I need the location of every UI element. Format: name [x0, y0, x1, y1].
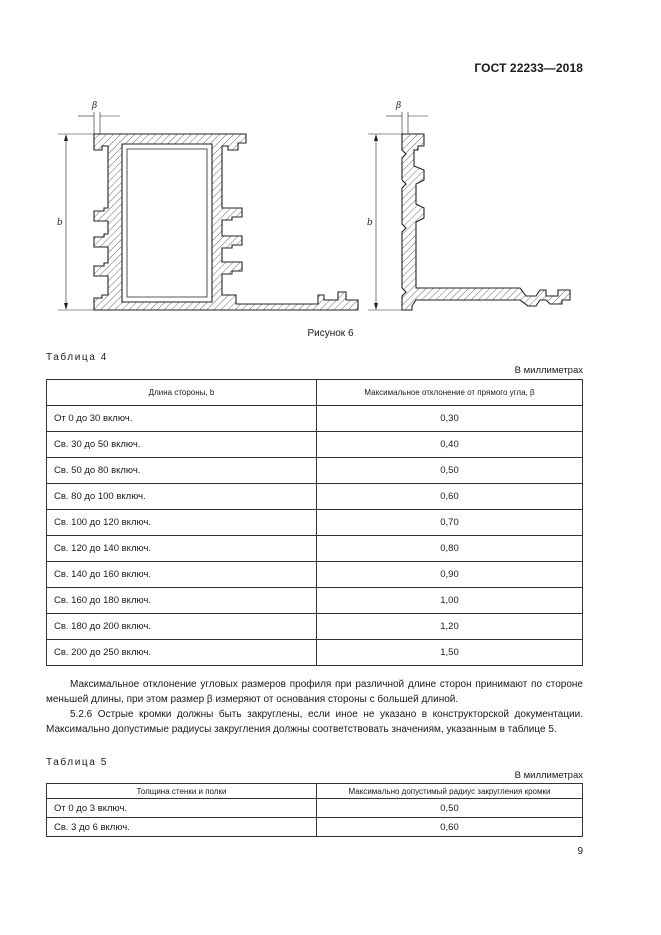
table-cell: Св. 100 до 120 включ.	[47, 510, 317, 536]
table-row	[47, 432, 583, 458]
table-cell: 0,60	[317, 818, 583, 837]
table-5-caption: Таблица 5	[46, 757, 108, 768]
paragraph-5-2-6: 5.2.6 Острые кромки должны быть закруглены, если иное не указано в конструкторской документации. Максимально допустимые радиусы закругления должны соответствовать значениям, указанным в таблице 5.	[46, 709, 583, 735]
table-cell: Св. 180 до 200 включ.	[47, 614, 317, 640]
table-cell: 0,60	[317, 484, 583, 510]
document-header: ГОСТ 22233—2018	[474, 61, 583, 75]
left-b-label: b	[57, 218, 63, 228]
table-cell: Св. 140 до 160 включ.	[47, 562, 317, 588]
table-cell: 0,50	[317, 458, 583, 484]
table-row	[47, 818, 583, 837]
table-cell: 0,70	[317, 510, 583, 536]
right-b-label: b	[367, 218, 373, 228]
table-cell: Св. 200 до 250 включ.	[47, 640, 317, 666]
table-4-caption: Таблица 4	[46, 352, 108, 363]
table-4-header-side-length: Длина стороны, b	[47, 380, 317, 406]
table-5-header-wall-thickness: Толщина стенки и полки	[47, 784, 317, 799]
table-cell: 0,80	[317, 536, 583, 562]
table-row	[47, 458, 583, 484]
table-cell: Св. 80 до 100 включ.	[47, 484, 317, 510]
left-profile-drawing	[57, 101, 358, 310]
table-row	[47, 406, 583, 432]
table-cell: Св. 120 до 140 включ.	[47, 536, 317, 562]
table-cell: Св. 30 до 50 включ.	[47, 432, 317, 458]
table-row	[47, 640, 583, 666]
table-cell: От 0 до 3 включ.	[47, 799, 317, 818]
figure-caption: Рисунок 6	[307, 328, 354, 339]
table-cell: 1,20	[317, 614, 583, 640]
table-cell: Св. 3 до 6 включ.	[47, 818, 317, 837]
table-row	[47, 484, 583, 510]
table-row	[47, 562, 583, 588]
table-5-header-max-radius: Максимально допустимый радиус закругления кромки	[317, 784, 583, 799]
table-cell: От 0 до 30 включ.	[47, 406, 317, 432]
table-row	[47, 614, 583, 640]
table-cell: 0,90	[317, 562, 583, 588]
table-cell: 0,30	[317, 406, 583, 432]
table-cell: Св. 50 до 80 включ.	[47, 458, 317, 484]
table-cell: 1,00	[317, 588, 583, 614]
table-cell: 0,40	[317, 432, 583, 458]
table-4-units: В миллиметрах	[514, 365, 583, 376]
right-profile-drawing	[367, 101, 570, 310]
table-cell: Св. 160 до 180 включ.	[47, 588, 317, 614]
table-row	[47, 510, 583, 536]
table-row	[47, 799, 583, 818]
table-cell: 0,50	[317, 799, 583, 818]
table-4-header-max-deviation: Максимальное отклонение от прямого угла, β	[317, 380, 583, 406]
right-beta-label: β	[396, 101, 402, 111]
table-row	[47, 588, 583, 614]
table-4	[46, 379, 583, 666]
page-number: 9	[577, 846, 583, 857]
left-beta-label: β	[92, 101, 98, 111]
figure-6-drawing	[0, 90, 661, 330]
paragraph-deviation-note: Максимальное отклонение угловых размеров профиля при различной длине сторон принимают по стороне меньшей длины, при этом размер β измеряют от основания стороны с большей длиной.	[46, 679, 583, 705]
table-row	[47, 536, 583, 562]
table-5-units: В миллиметрах	[514, 770, 583, 781]
table-cell: 1,50	[317, 640, 583, 666]
table-5	[46, 783, 583, 837]
